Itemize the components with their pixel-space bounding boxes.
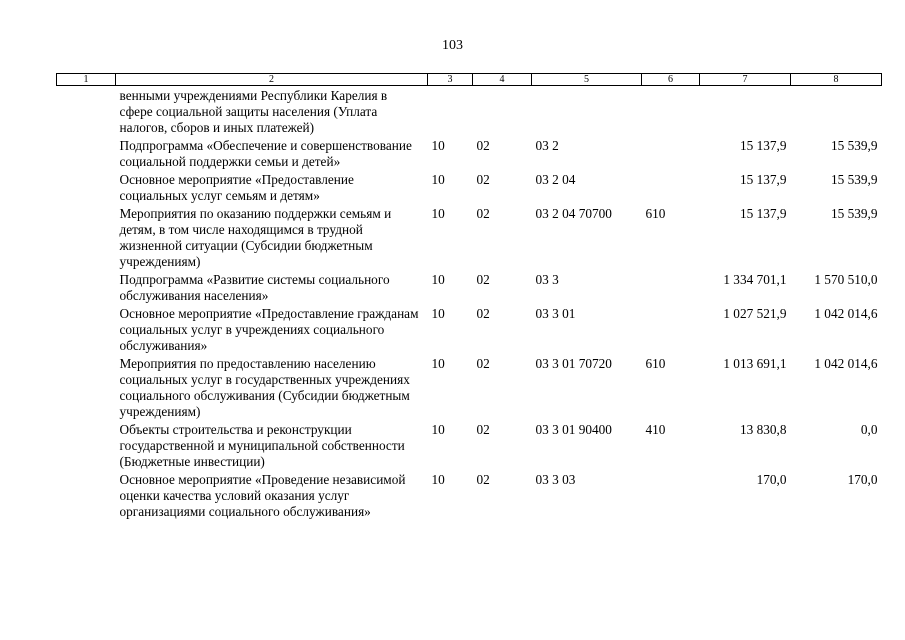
column-number-6: 6 — [642, 74, 700, 86]
row-target-article: 03 2 04 — [535, 172, 576, 187]
row-section: 10 — [431, 138, 445, 153]
row-section: 10 — [431, 422, 445, 437]
row-amount-col7: 15 137,9 — [739, 138, 787, 153]
row-expense-type — [642, 270, 700, 304]
row-subsection: 02 — [476, 422, 490, 437]
column-number-1: 1 — [57, 74, 116, 86]
row-amount-col8: 15 539,9 — [830, 172, 878, 187]
row-expense-type: 610 — [645, 356, 666, 371]
row-target-article: 03 3 — [535, 272, 559, 287]
row-name: венными учреждениями Республики Карелия в сфере социальной защиты населения (Уплата налогов, сборов и иных платежей) — [119, 88, 388, 135]
row-name: Основное мероприятие «Предоставление гражданам социальных услуг в учреждениях социального обслуживания» — [119, 306, 419, 353]
table-row — [57, 470, 882, 520]
budget-table — [56, 73, 882, 520]
row-expense-type — [642, 86, 700, 137]
row-section: 10 — [431, 172, 445, 187]
row-amount-col8: 170,0 — [847, 472, 878, 487]
table-row — [57, 420, 882, 470]
column-number-7: 7 — [700, 74, 791, 86]
row-target-article: 03 3 03 — [535, 472, 576, 487]
row-amount-col8 — [791, 86, 882, 137]
row-amount-col7: 1 334 701,1 — [723, 272, 787, 287]
row-expense-type: 410 — [645, 422, 666, 437]
row-amount-col7: 15 137,9 — [739, 172, 787, 187]
row-name: Основное мероприятие «Предоставление социальных услуг семьям и детям» — [119, 172, 354, 203]
row-name: Основное мероприятие «Проведение независимой оценки качества условий оказания услуг организациями социального обслуживания» — [119, 472, 406, 519]
empty-cell — [57, 420, 116, 470]
page-number: 103 — [442, 38, 463, 53]
row-amount-col7: 1 027 521,9 — [723, 306, 787, 321]
table-row — [57, 270, 882, 304]
row-subsection: 02 — [476, 356, 490, 371]
row-name: Мероприятия по оказанию поддержки семьям и детям, в том числе находящимся в трудной жизненной ситуации (Субсидии бюджетным учреждениям) — [119, 206, 392, 269]
row-subsection: 02 — [476, 306, 490, 321]
row-subsection: 02 — [476, 138, 490, 153]
row-target-article: 03 3 01 — [535, 306, 576, 321]
row-name: Объекты строительства и реконструкции государственной и муниципальной собственности (Бюджетные инвестиции) — [119, 422, 405, 469]
row-subsection: 02 — [476, 472, 490, 487]
row-section: 10 — [431, 356, 445, 371]
row-subsection: 02 — [476, 172, 490, 187]
row-section: 10 — [431, 272, 445, 287]
table-row — [57, 86, 882, 137]
empty-cell — [57, 136, 116, 170]
row-amount-col8: 1 042 014,6 — [814, 356, 878, 371]
column-number-4: 4 — [473, 74, 532, 86]
row-amount-col7: 15 137,9 — [739, 206, 787, 221]
row-amount-col8: 1 042 014,6 — [814, 306, 878, 321]
table-row — [57, 136, 882, 170]
row-name: Мероприятия по предоставлению населению социальных услуг в государственных учреждениях социального обслуживания (Субсидии бюджетным учреждениям) — [119, 356, 410, 419]
column-number-8: 8 — [791, 74, 882, 86]
table-row — [57, 354, 882, 420]
row-target-article: 03 2 — [535, 138, 559, 153]
row-amount-col8: 15 539,9 — [830, 138, 878, 153]
row-amount-col8: 0,0 — [860, 422, 878, 437]
row-expense-type — [642, 470, 700, 520]
row-name: Подпрограмма «Развитие системы социального обслуживания населения» — [119, 272, 390, 303]
column-number-3: 3 — [428, 74, 473, 86]
row-subsection: 02 — [476, 272, 490, 287]
row-subsection: 02 — [476, 206, 490, 221]
row-amount-col8: 1 570 510,0 — [814, 272, 878, 287]
row-section — [428, 86, 473, 137]
table-row — [57, 204, 882, 270]
column-number-row — [57, 74, 882, 86]
empty-cell — [57, 270, 116, 304]
empty-cell — [57, 304, 116, 354]
row-amount-col7 — [700, 86, 791, 137]
table-row — [57, 170, 882, 204]
row-amount-col8: 15 539,9 — [830, 206, 878, 221]
row-expense-type — [642, 170, 700, 204]
empty-cell — [57, 470, 116, 520]
row-target-article: 03 3 01 90400 — [535, 422, 612, 437]
row-name: Подпрограмма «Обеспечение и совершенствование социальной поддержки семьи и детей» — [119, 138, 412, 169]
column-number-2: 2 — [116, 74, 428, 86]
row-section: 10 — [431, 306, 445, 321]
row-subsection — [473, 86, 532, 137]
row-expense-type — [642, 304, 700, 354]
row-section: 10 — [431, 206, 445, 221]
row-target-article — [532, 86, 642, 137]
table-row — [57, 304, 882, 354]
column-number-5: 5 — [532, 74, 642, 86]
row-amount-col7: 13 830,8 — [739, 422, 787, 437]
row-target-article: 03 3 01 70720 — [535, 356, 612, 371]
row-amount-col7: 1 013 691,1 — [723, 356, 787, 371]
empty-cell — [57, 170, 116, 204]
row-section: 10 — [431, 472, 445, 487]
empty-cell — [57, 354, 116, 420]
empty-cell — [57, 204, 116, 270]
row-target-article: 03 2 04 70700 — [535, 206, 612, 221]
row-expense-type: 610 — [645, 206, 666, 221]
empty-cell — [57, 86, 116, 137]
row-amount-col7: 170,0 — [756, 472, 787, 487]
row-expense-type — [642, 136, 700, 170]
